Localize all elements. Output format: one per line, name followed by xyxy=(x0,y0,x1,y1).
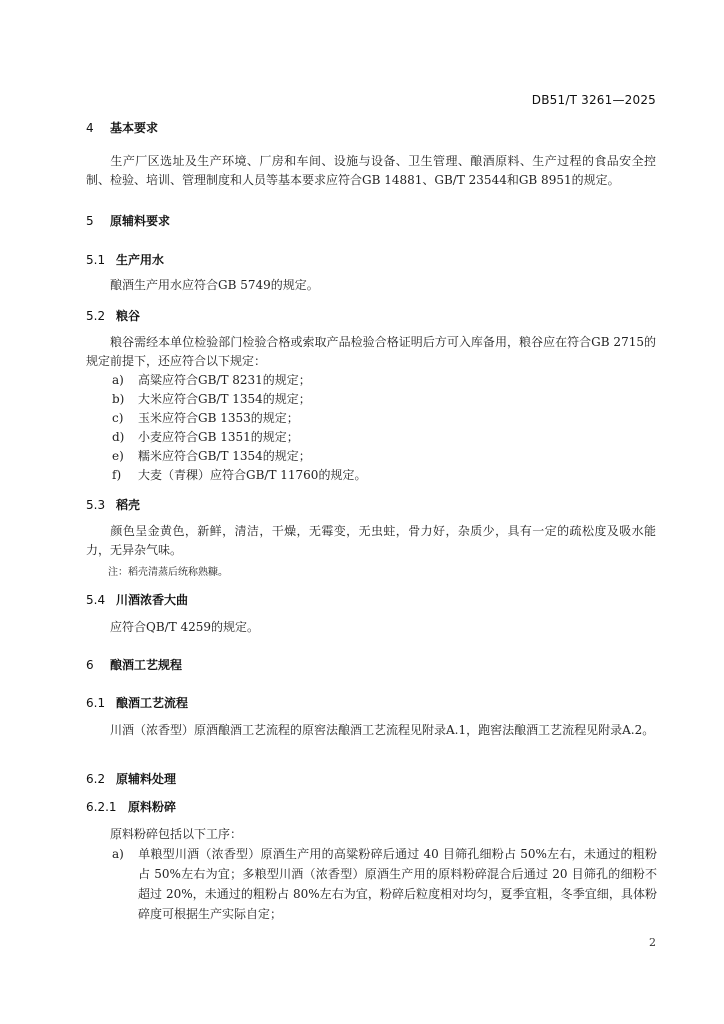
heading-section-6-2 xyxy=(86,770,176,787)
list-item: d) 小麦应符合GB 1351的规定； xyxy=(112,430,299,444)
paragraph-basic-requirements: 生产厂区选址及生产环境、厂房和车间、设施与设备、卫生管理、酿酒原料、生产过程的食品安全控制、检验、培训、管理制度和人员等基本要求应符合GB 14881、GB/T 23544和GB 8951的规定。 xyxy=(86,154,656,187)
section-number: 5.3 xyxy=(86,498,106,512)
list-item: f) 大麦（青稞）应符合GB/T 11760的规定。 xyxy=(112,468,367,482)
section-number: 6.1 xyxy=(86,696,106,710)
paragraph-water: 酿酒生产用水应符合GB 5749的规定。 xyxy=(110,278,319,292)
section-title: 原料粉碎 xyxy=(128,800,177,814)
heading-section-5-2 xyxy=(86,307,140,324)
heading-section-6-2-1 xyxy=(86,798,176,815)
section-number: 4 xyxy=(86,121,94,135)
section-title: 酿酒工艺流程 xyxy=(116,696,189,710)
list-item: e) 糯米应符合GB/T 1354的规定； xyxy=(112,449,311,463)
section-number: 5.4 xyxy=(86,593,106,607)
section-title: 稻壳 xyxy=(116,498,141,512)
section-number: 6 xyxy=(86,658,94,672)
document-code: DB51/T 3261—2025 xyxy=(531,93,656,107)
section-number: 5 xyxy=(86,214,94,228)
heading-section-6 xyxy=(86,656,182,673)
section-title: 川酒浓香大曲 xyxy=(116,593,189,607)
list-item: b) 大米应符合GB/T 1354的规定； xyxy=(112,392,311,406)
list-item: a) 单粮型川酒（浓香型）原酒生产用的高粱粉碎后通过 40 目筛孔细粉占 50%左右，未通过的粗粉占 50%左右为宜；多粮型川酒（浓香型）原酒生产用的原料粉碎混合后通过 20 目筛孔的细粉不超过 20%，未通过的粗粉占 80%左右为宜，粉碎后粒度相对均匀，夏季宜粗，冬季宜细，具体粉碎度可根据生产实际自定； xyxy=(112,847,657,921)
heading-section-5-3 xyxy=(86,496,140,513)
paragraph-crushing-intro: 原料粉碎包括以下工序： xyxy=(110,827,243,841)
heading-section-5-1 xyxy=(86,251,164,268)
list-item: c) 玉米应符合GB 1353的规定； xyxy=(112,411,299,425)
section-number: 6.2 xyxy=(86,772,106,786)
section-title: 基本要求 xyxy=(110,121,159,135)
page-number: 2 xyxy=(649,936,656,949)
section-number: 6.2.1 xyxy=(86,800,117,814)
heading-section-5 xyxy=(86,212,170,229)
section-title: 粮谷 xyxy=(116,309,141,323)
note-rice-husk: 注：稻壳清蒸后统称熟糠。 xyxy=(108,567,228,578)
section-title: 原辅料要求 xyxy=(110,214,171,228)
list-item: a) 高粱应符合GB/T 8231的规定； xyxy=(112,373,311,387)
paragraph-process-flow: 川酒（浓香型）原酒酿酒工艺流程的原窖法酿酒工艺流程见附录A.1，跑窖法酿酒工艺流程见附录A.2。 xyxy=(110,723,655,737)
paragraph-daqu: 应符合QB/T 4259的规定。 xyxy=(110,620,260,634)
heading-section-5-4 xyxy=(86,591,188,608)
section-title: 生产用水 xyxy=(116,253,165,267)
section-title: 原辅料处理 xyxy=(116,772,177,786)
section-number: 5.2 xyxy=(86,309,106,323)
paragraph-rice-husk: 颜色呈金黄色，新鲜，清洁，干燥，无霉变，无虫蛀，骨力好，杂质少，具有一定的疏松度及吸水能力，无异杂气味。 xyxy=(86,524,656,557)
heading-section-6-1 xyxy=(86,694,188,711)
heading-section-4 xyxy=(86,119,158,136)
section-number: 5.1 xyxy=(86,253,106,267)
paragraph-grain: 粮谷需经本单位检验部门检验合格或索取产品检验合格证明后方可入库备用，粮谷应在符合GB 2715的规定前提下，还应符合以下规定： xyxy=(86,335,656,368)
section-title: 酿酒工艺规程 xyxy=(110,658,183,672)
